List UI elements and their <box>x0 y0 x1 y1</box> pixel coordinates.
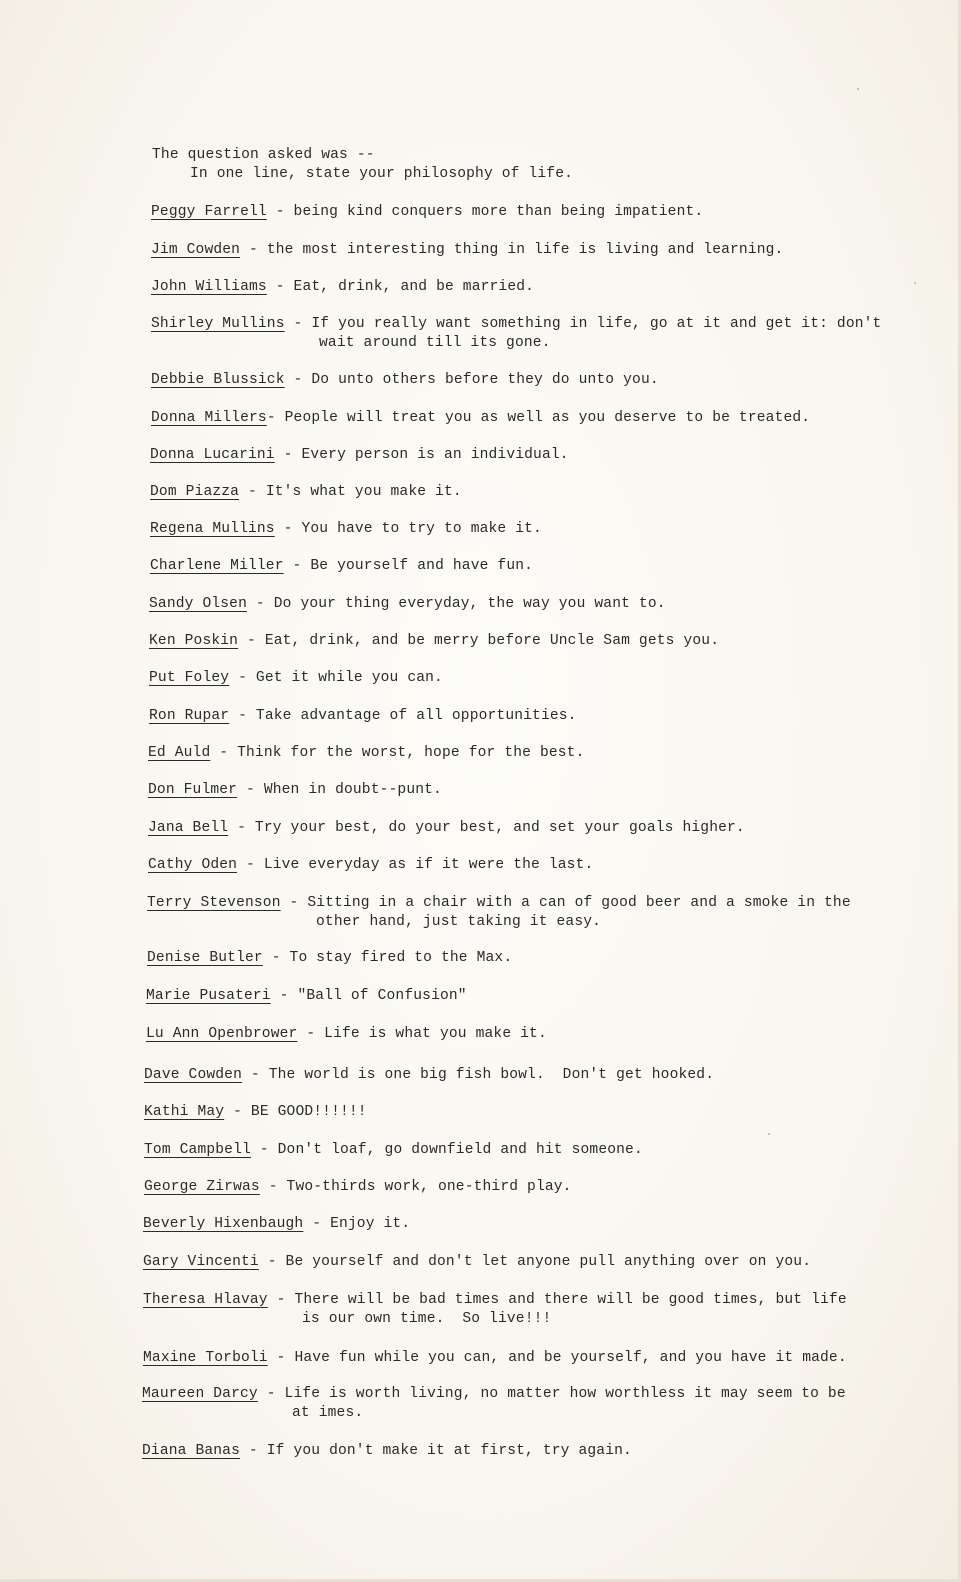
entry-line <box>144 1103 367 1121</box>
entry-line <box>143 1291 847 1309</box>
entry-line <box>151 241 783 259</box>
respondent-name: Shirley Mullins <box>151 316 285 332</box>
separator: - <box>228 820 255 836</box>
entry-line <box>148 856 593 874</box>
philosophy-text: It's what you make it. <box>265 484 462 500</box>
respondent-name: Peggy Farrell <box>151 204 267 220</box>
philosophy-text: There will be bad times and there will be good times, but life <box>294 1292 847 1308</box>
separator: - <box>259 1179 287 1195</box>
entry-line <box>147 949 512 967</box>
separator: - <box>240 242 267 258</box>
philosophy-text: Sitting in a chair with a can of good beer and a smoke in the <box>307 895 851 911</box>
philosophy-text: Enjoy it. <box>330 1216 411 1232</box>
separator: - <box>250 1142 278 1158</box>
entry-line <box>150 520 542 538</box>
philosophy-text: Have fun while you can, and be yourself, and you have it made. <box>294 1350 847 1366</box>
philosophy-text: Be yourself and don't let anyone pull anything over on you. <box>285 1254 812 1270</box>
respondent-name: George Zirwas <box>144 1179 260 1195</box>
separator: - <box>257 1386 285 1402</box>
respondent-name: Ken Poskin <box>149 633 239 649</box>
respondent-name: Sandy Olsen <box>149 596 247 612</box>
entry-continuation: at imes. <box>292 1405 364 1421</box>
separator: - <box>224 1104 251 1120</box>
respondent-name: Diana Banas <box>142 1443 240 1459</box>
respondent-name: Maureen Darcy <box>142 1386 258 1402</box>
respondent-name: Jana Bell <box>148 820 229 836</box>
separator: - <box>267 1350 295 1366</box>
separator: - <box>238 633 265 649</box>
respondent-name: Dave Cowden <box>144 1067 242 1083</box>
separator: - <box>246 596 274 612</box>
philosophy-text: Get it while you can. <box>255 670 443 686</box>
philosophy-text: being kind conquers more than being impatient. <box>293 204 704 220</box>
entry-line <box>150 446 569 464</box>
respondent-name: Put Foley <box>149 670 230 686</box>
entry-continuation: is our own time. So live!!! <box>302 1311 552 1327</box>
respondent-name: Lu Ann Openbrower <box>146 1026 298 1042</box>
separator: - <box>258 1254 286 1270</box>
entry-line <box>146 1025 547 1043</box>
philosophy-text: the most interesting thing in life is living and learning. <box>266 242 784 258</box>
philosophy-text: If you don't make it at first, try again. <box>266 1443 632 1459</box>
paper-speck <box>914 282 916 284</box>
respondent-name: Regena Mullins <box>150 521 275 537</box>
respondent-name: Ron Rupar <box>149 708 230 724</box>
separator: - <box>210 745 238 761</box>
separator: - <box>284 316 312 332</box>
entry-line <box>149 632 719 650</box>
philosophy-text: To stay fired to the Max. <box>289 950 513 966</box>
philosophy-text: Live everyday as if it were the last. <box>263 857 594 873</box>
entry-line <box>144 1066 714 1084</box>
question-text: In one line, state your philosophy of life. <box>190 166 574 182</box>
separator: - <box>266 279 294 295</box>
entry-line <box>144 1178 572 1196</box>
respondent-name: Donna Lucarini <box>150 447 275 463</box>
philosophy-text: Try your best, do your best, and set your goals higher. <box>254 820 745 836</box>
respondent-name: Maxine Torboli <box>143 1350 268 1366</box>
entry-line <box>144 1141 643 1159</box>
paper-speck <box>768 1133 770 1135</box>
separator: - <box>270 988 298 1004</box>
separator: - <box>229 708 256 724</box>
separator: - <box>274 521 302 537</box>
entry-line <box>150 557 533 575</box>
respondent-name: Debbie Blussick <box>151 372 285 388</box>
entry-line <box>151 315 881 333</box>
entry-line <box>151 409 810 427</box>
philosophy-text: BE GOOD!!!!!! <box>250 1104 367 1120</box>
respondent-name: Beverly Hixenbaugh <box>143 1216 304 1232</box>
respondent-name: Jim Cowden <box>151 242 241 258</box>
entry-line <box>151 371 659 389</box>
separator: - <box>266 204 294 220</box>
entry-line <box>148 744 585 762</box>
philosophy-text: People will treat you as well as you deserve to be treated. <box>284 410 811 426</box>
philosophy-text: Do your thing everyday, the way you want to. <box>273 596 666 612</box>
philosophy-text: Be yourself and have fun. <box>310 558 534 574</box>
separator: - <box>297 1026 325 1042</box>
philosophy-text: When in doubt--punt. <box>263 782 442 798</box>
separator: - <box>237 782 264 798</box>
separator: - <box>262 950 290 966</box>
philosophy-text: Every person is an individual. <box>301 447 569 463</box>
philosophy-text: Eat, drink, and be merry before Uncle Sam gets you. <box>264 633 720 649</box>
philosophy-text: Two-thirds work, one-third play. <box>286 1179 572 1195</box>
entry-line <box>147 894 851 912</box>
entry-line <box>148 819 745 837</box>
entry-line <box>143 1253 811 1271</box>
philosophy-text: If you really want something in life, go at it and get it: don't <box>311 316 882 332</box>
respondent-name: Denise Butler <box>147 950 263 966</box>
philosophy-text: Eat, drink, and be married. <box>293 279 535 295</box>
entry-line <box>151 203 703 221</box>
entry-line <box>143 1215 410 1233</box>
separator: - <box>283 558 311 574</box>
respondent-name: Charlene Miller <box>150 558 284 574</box>
entry-line <box>151 278 534 296</box>
respondent-name: Ed Auld <box>148 745 211 761</box>
separator: - <box>303 1216 331 1232</box>
entry-line <box>142 1442 632 1460</box>
respondent-name: Kathi May <box>144 1104 225 1120</box>
entry-line <box>143 1349 847 1367</box>
entry-line <box>142 1385 846 1403</box>
separator: - <box>229 670 256 686</box>
entry-continuation: other hand, just taking it easy. <box>316 914 602 930</box>
philosophy-text: Take advantage of all opportunities. <box>255 708 577 724</box>
respondent-name: Terry Stevenson <box>147 895 281 911</box>
philosophy-text: Do unto others before they do unto you. <box>311 372 659 388</box>
philosophy-text: The world is one big fish bowl. Don't get hooked. <box>268 1067 715 1083</box>
respondent-name: Donna Millers <box>151 410 267 426</box>
separator: - <box>237 857 264 873</box>
entry-line <box>150 483 462 501</box>
separator: - <box>280 895 308 911</box>
separator: - <box>239 484 266 500</box>
question-intro: The question asked was -- <box>152 147 375 163</box>
entry-line <box>149 669 443 687</box>
separator: - <box>266 410 285 426</box>
separator: - <box>284 372 312 388</box>
philosophy-text: You have to try to make it. <box>301 521 542 537</box>
philosophy-text: Life is worth living, no matter how worthless it may seem to be <box>284 1386 846 1402</box>
respondent-name: Marie Pusateri <box>146 988 271 1004</box>
paper-speck <box>857 88 859 90</box>
entry-line <box>149 707 577 725</box>
philosophy-text: Don't loaf, go downfield and hit someone. <box>277 1142 643 1158</box>
respondent-name: John Williams <box>151 279 267 295</box>
respondent-name: Gary Vincenti <box>143 1254 259 1270</box>
respondent-name: Don Fulmer <box>148 782 238 798</box>
separator: - <box>241 1067 269 1083</box>
respondent-name: Cathy Oden <box>148 857 238 873</box>
philosophy-text: "Ball of Confusion" <box>297 988 467 1004</box>
respondent-name: Theresa Hlavay <box>143 1292 268 1308</box>
respondent-name: Tom Campbell <box>144 1142 251 1158</box>
entry-line <box>149 595 666 613</box>
separator: - <box>274 447 302 463</box>
separator: - <box>239 1443 267 1459</box>
entry-line <box>146 987 467 1005</box>
philosophy-text: Life is what you make it. <box>324 1026 547 1042</box>
entry-continuation: wait around till its gone. <box>319 335 551 351</box>
philosophy-text: Think for the worst, hope for the best. <box>237 745 585 761</box>
separator: - <box>267 1292 295 1308</box>
respondent-name: Dom Piazza <box>150 484 240 500</box>
entry-line <box>148 781 442 799</box>
